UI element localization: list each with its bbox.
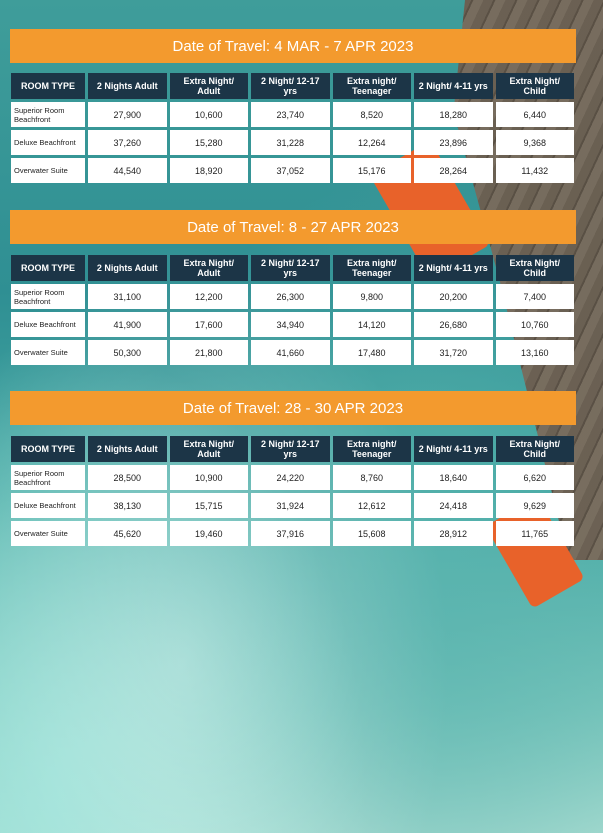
header-2-night-child: 2 Night/ 4-11 yrs (414, 436, 493, 462)
rate-cell: 31,720 (414, 340, 493, 365)
travel-date-banner: Date of Travel: 4 MAR - 7 APR 2023 (10, 29, 576, 63)
rate-cell: 11,432 (496, 158, 575, 183)
rate-cell: 10,900 (170, 465, 249, 490)
rate-cell: 6,620 (496, 465, 575, 490)
header-extra-night-teen: Extra night/ Teenager (333, 436, 412, 462)
rate-cell: 11,765 (496, 521, 575, 546)
rate-cell: 15,608 (333, 521, 412, 546)
header-2-nights-adult: 2 Nights Adult (88, 436, 167, 462)
rate-cell: 45,620 (88, 521, 167, 546)
table-header-row (11, 436, 574, 462)
rate-cell: 15,280 (170, 130, 249, 155)
header-extra-night-adult: Extra Night/ Adult (170, 73, 249, 99)
header-2-night-teen: 2 Night/ 12-17 yrs (251, 255, 330, 281)
rate-cell: 26,300 (251, 284, 330, 309)
rate-table (8, 252, 577, 368)
rate-cell: 8,520 (333, 102, 412, 127)
room-type-cell: Deluxe Beachfront (11, 493, 85, 518)
rate-cell: 41,660 (251, 340, 330, 365)
header-extra-night-child: Extra Night/ Child (496, 436, 575, 462)
header-2-night-teen: 2 Night/ 12-17 yrs (251, 436, 330, 462)
header-2-night-child: 2 Night/ 4-11 yrs (414, 255, 493, 281)
room-type-cell: Overwater Suite (11, 521, 85, 546)
table-row (11, 312, 574, 337)
rate-cell: 31,100 (88, 284, 167, 309)
table-header-row (11, 255, 574, 281)
header-extra-night-teen: Extra night/ Teenager (333, 73, 412, 99)
rate-cell: 9,800 (333, 284, 412, 309)
rate-cell: 31,924 (251, 493, 330, 518)
header-room-type: ROOM TYPE (11, 255, 85, 281)
room-type-cell: Overwater Suite (11, 158, 85, 183)
rate-cell: 21,800 (170, 340, 249, 365)
rate-cell: 8,760 (333, 465, 412, 490)
rate-cell: 15,715 (170, 493, 249, 518)
rate-cell: 28,264 (414, 158, 493, 183)
rate-cell: 12,200 (170, 284, 249, 309)
room-type-cell: Superior Room Beachfront (11, 465, 85, 490)
rate-cell: 14,120 (333, 312, 412, 337)
rate-cell: 15,176 (333, 158, 412, 183)
header-2-nights-adult: 2 Nights Adult (88, 73, 167, 99)
rate-cell: 18,640 (414, 465, 493, 490)
header-extra-night-adult: Extra Night/ Adult (170, 255, 249, 281)
table-row (11, 521, 574, 546)
travel-date-banner: Date of Travel: 28 - 30 APR 2023 (10, 391, 576, 425)
rate-cell: 20,200 (414, 284, 493, 309)
rate-cell: 23,896 (414, 130, 493, 155)
table-row (11, 493, 574, 518)
rate-cell: 18,280 (414, 102, 493, 127)
rate-cell: 24,418 (414, 493, 493, 518)
travel-date-banner: Date of Travel: 8 - 27 APR 2023 (10, 210, 576, 244)
rate-cell: 9,368 (496, 130, 575, 155)
header-extra-night-child: Extra Night/ Child (496, 73, 575, 99)
rate-cell: 10,600 (170, 102, 249, 127)
rate-cell: 44,540 (88, 158, 167, 183)
table-row (11, 340, 574, 365)
room-type-cell: Overwater Suite (11, 340, 85, 365)
rate-cell: 6,440 (496, 102, 575, 127)
header-2-night-teen: 2 Night/ 12-17 yrs (251, 73, 330, 99)
table-row (11, 158, 574, 183)
rate-cell: 9,629 (496, 493, 575, 518)
header-extra-night-teen: Extra night/ Teenager (333, 255, 412, 281)
rate-cell: 24,220 (251, 465, 330, 490)
rate-cell: 37,260 (88, 130, 167, 155)
header-extra-night-adult: Extra Night/ Adult (170, 436, 249, 462)
rate-cell: 7,400 (496, 284, 575, 309)
rate-table (8, 70, 577, 186)
rate-cell: 28,500 (88, 465, 167, 490)
rate-cell: 41,900 (88, 312, 167, 337)
rate-cell: 37,916 (251, 521, 330, 546)
rate-cell: 31,228 (251, 130, 330, 155)
table-row (11, 130, 574, 155)
rate-cell: 18,920 (170, 158, 249, 183)
rate-cell: 38,130 (88, 493, 167, 518)
table-row (11, 102, 574, 127)
rate-cell: 28,912 (414, 521, 493, 546)
room-type-cell: Superior Room Beachfront (11, 284, 85, 309)
rate-table (8, 433, 577, 549)
room-type-cell: Deluxe Beachfront (11, 130, 85, 155)
rate-cell: 17,600 (170, 312, 249, 337)
header-room-type: ROOM TYPE (11, 73, 85, 99)
table-row (11, 284, 574, 309)
rate-cell: 12,264 (333, 130, 412, 155)
rate-cell: 34,940 (251, 312, 330, 337)
rate-cell: 50,300 (88, 340, 167, 365)
rate-cell: 13,160 (496, 340, 575, 365)
rate-cell: 19,460 (170, 521, 249, 546)
rate-cell: 12,612 (333, 493, 412, 518)
rate-cell: 27,900 (88, 102, 167, 127)
table-row (11, 465, 574, 490)
room-type-cell: Deluxe Beachfront (11, 312, 85, 337)
rate-cell: 23,740 (251, 102, 330, 127)
rate-cell: 10,760 (496, 312, 575, 337)
header-2-nights-adult: 2 Nights Adult (88, 255, 167, 281)
header-2-night-child: 2 Night/ 4-11 yrs (414, 73, 493, 99)
rate-cell: 37,052 (251, 158, 330, 183)
header-room-type: ROOM TYPE (11, 436, 85, 462)
room-type-cell: Superior Room Beachfront (11, 102, 85, 127)
rate-cell: 26,680 (414, 312, 493, 337)
table-header-row (11, 73, 574, 99)
header-extra-night-child: Extra Night/ Child (496, 255, 575, 281)
rate-cell: 17,480 (333, 340, 412, 365)
